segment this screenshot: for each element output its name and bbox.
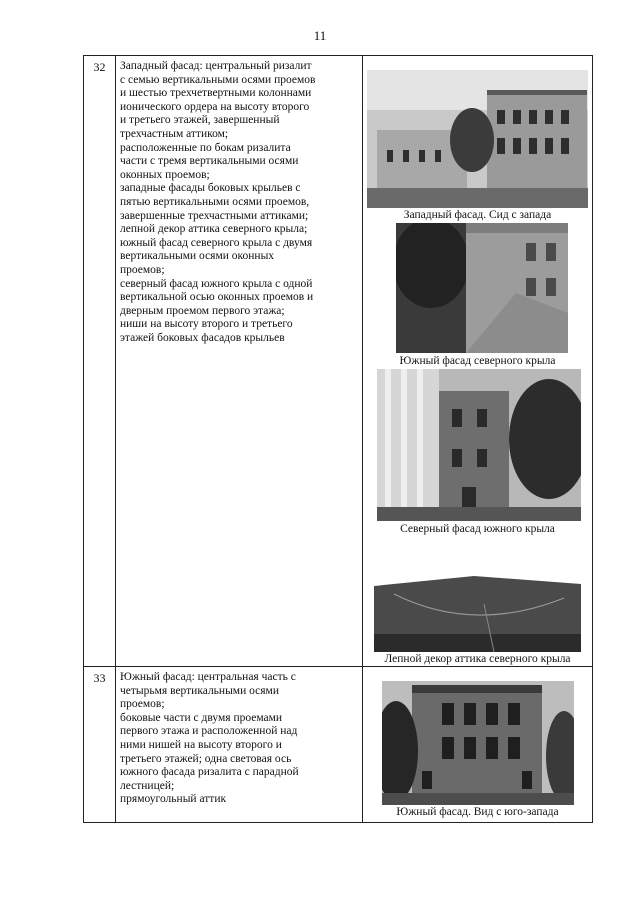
description-line: с семью вертикальными осями проемов xyxy=(120,73,316,86)
description-line: южный фасад северного крыла с двумя xyxy=(120,236,313,249)
description-line: проемов; xyxy=(120,263,165,276)
north-wing-attic-decor-photo xyxy=(374,574,581,652)
description-line: ниши на высоту второго и третьего xyxy=(120,318,293,331)
description-line: лепной декор аттика северного крыла; xyxy=(120,223,308,236)
row-photos xyxy=(363,56,593,667)
description-line: прямоугольный аттик xyxy=(120,793,227,806)
row-number: 32 xyxy=(84,56,116,667)
description-line: первого этажа и расположенной над xyxy=(120,725,298,738)
description-line: ними нишей на высоту второго и xyxy=(120,738,282,751)
description-line: лестницей; xyxy=(120,779,175,792)
description-line: части с тремя вертикальными осями xyxy=(120,155,299,168)
page-number: 11 xyxy=(313,28,327,43)
row-photos xyxy=(363,667,593,823)
photo-caption: Северный фасад южного крыла xyxy=(400,523,555,535)
description-line: вертикальной осью оконных проемов и xyxy=(120,291,314,304)
description-line: четырьмя вертикальными осями xyxy=(120,684,279,697)
description-line: этажей боковых фасадов крыльев xyxy=(120,331,285,344)
description-line: ионического ордера на высоту второго xyxy=(120,100,310,113)
description-line: Западный фасад: центральный ризалит xyxy=(120,60,312,72)
description-line: и шестью трехчетвертными колоннами xyxy=(120,87,312,100)
description-line: южного фасада ризалита с парадной xyxy=(120,766,299,779)
description-line: вертикальными осями оконных xyxy=(120,250,275,263)
description-line: Южный фасад: центральная часть с xyxy=(120,671,296,683)
north-wing-south-facade-photo xyxy=(396,223,568,353)
table-row xyxy=(84,667,593,823)
south-wing-north-facade-photo xyxy=(377,369,581,521)
photo-caption: Южный фасад. Вид с юго-запада xyxy=(396,806,559,818)
row-description xyxy=(116,667,363,823)
south-facade-photo xyxy=(382,681,574,805)
table-row xyxy=(84,56,593,667)
description-line: оконных проемов; xyxy=(120,168,210,181)
description-line: проемов; xyxy=(120,698,165,711)
row-description xyxy=(116,56,363,667)
photo-caption: Южный фасад северного крыла xyxy=(399,355,556,367)
photo-caption: Лепной декор аттика северного крыла xyxy=(384,653,571,665)
west-facade-photo xyxy=(367,70,588,208)
heritage-elements-table xyxy=(83,55,593,823)
description-line: трехчастным аттиком; xyxy=(120,127,229,140)
row-number: 33 xyxy=(84,667,116,823)
description-line: боковые части с двумя проемами xyxy=(120,711,283,724)
description-line: западные фасады боковых крыльев с xyxy=(120,182,301,195)
description-line: и третьего этажей, завершенный xyxy=(120,114,280,127)
description-line: дверным проемом первого этажа; xyxy=(120,304,285,317)
description-line: расположенные по бокам ризалита xyxy=(120,141,291,154)
photo-caption: Западный фасад. Сид с запада xyxy=(403,209,552,221)
description-line: пятью вертикальными осями проемов, xyxy=(120,195,310,208)
description-line: завершенные трехчастными аттиками; xyxy=(120,209,309,222)
description-line: третьего этажей; одна световая ось xyxy=(120,752,292,765)
description-line: северный фасад южного крыла с одной xyxy=(120,277,313,290)
